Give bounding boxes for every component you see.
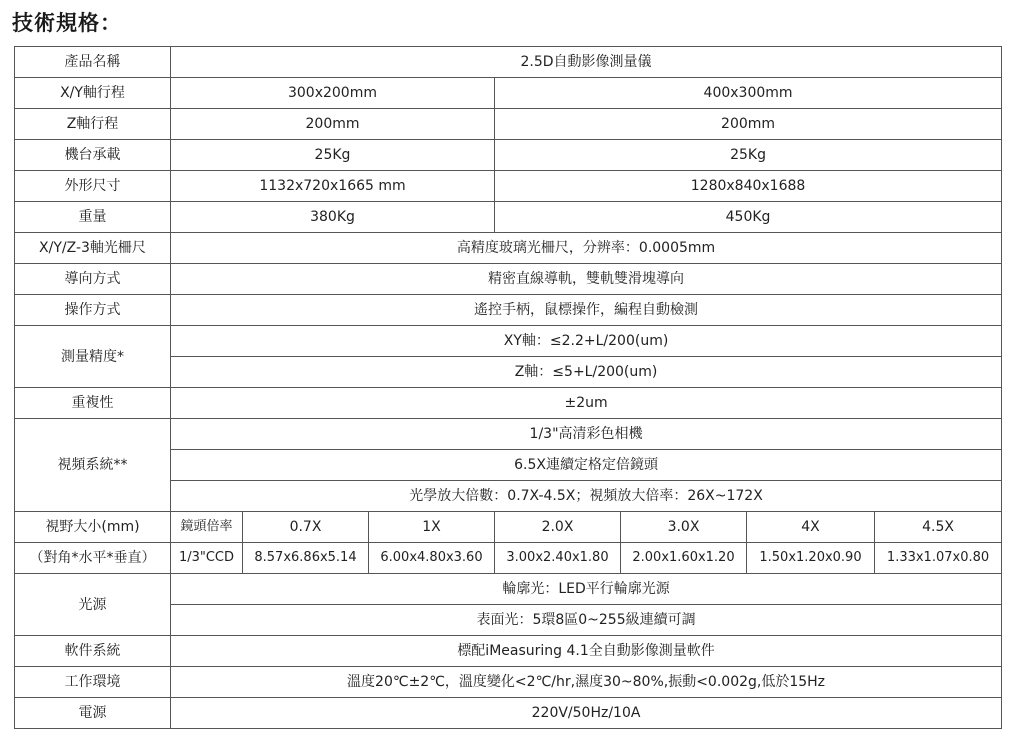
value-video-lens: 6.5X連續定格定倍鏡頭: [171, 450, 1002, 481]
value-software: 標配iMeasuring 4.1全自動影像測量軟件: [171, 636, 1002, 667]
value-repeatability: ±2um: [171, 388, 1002, 419]
fov-size-cell: 2.00x1.60x1.20: [621, 543, 747, 574]
page-title: 技術規格：: [12, 11, 122, 35]
label-z-travel: Z軸行程: [15, 109, 171, 140]
row-dimensions: [15, 171, 1002, 202]
fov-mag-cell: 3.0X: [621, 512, 747, 543]
row-fov-sizes: [15, 543, 1002, 574]
value-scale: 高精度玻璃光柵尺，分辨率：0.0005mm: [171, 233, 1002, 264]
label-scale: X/Y/Z-3軸光柵尺: [15, 233, 171, 264]
row-z-travel: [15, 109, 1002, 140]
label-product-name: 產品名稱: [15, 47, 171, 78]
label-software: 軟件系統: [15, 636, 171, 667]
value-load-a: 25Kg: [171, 140, 495, 171]
label-power: 電源: [15, 698, 171, 729]
value-xy-travel-a: 300x200mm: [171, 78, 495, 109]
value-product-name: 2.5D自動影像測量儀: [171, 47, 1002, 78]
row-environment: [15, 667, 1002, 698]
label-light: 光源: [15, 574, 171, 636]
fov-mag-cell: 0.7X: [243, 512, 369, 543]
label-video: 視頻系統**: [15, 419, 171, 512]
row-fov-header: [15, 512, 1002, 543]
fov-ccd-label: 1/3"CCD: [171, 543, 243, 574]
value-dimensions-a: 1132x720x1665 mm: [171, 171, 495, 202]
value-environment: 溫度20℃±2℃，溫度變化<2℃/hr,濕度30~80%,振動<0.002g,低於15Hz: [171, 667, 1002, 698]
value-z-travel-a: 200mm: [171, 109, 495, 140]
row-weight: [15, 202, 1002, 233]
fov-mag-cell: 1X: [369, 512, 495, 543]
fov-size-cell: 1.50x1.20x0.90: [747, 543, 875, 574]
row-video-camera: [15, 419, 1002, 450]
row-power: [15, 698, 1002, 729]
label-xy-travel: X/Y軸行程: [15, 78, 171, 109]
value-xy-travel-b: 400x300mm: [495, 78, 1002, 109]
value-weight-b: 450Kg: [495, 202, 1002, 233]
row-product-name: [15, 47, 1002, 78]
value-accuracy-z: Z軸：≤5+L/200(um): [171, 357, 1002, 388]
row-software: [15, 636, 1002, 667]
value-accuracy-xy: XY軸：≤2.2+L/200(um): [171, 326, 1002, 357]
value-operation: 遙控手柄，鼠標操作，編程自動檢測: [171, 295, 1002, 326]
label-environment: 工作環境: [15, 667, 171, 698]
label-operation: 操作方式: [15, 295, 171, 326]
fov-mag-cell: 2.0X: [495, 512, 621, 543]
fov-size-cell: 3.00x2.40x1.80: [495, 543, 621, 574]
label-repeatability: 重複性: [15, 388, 171, 419]
fov-lens-magnification-label: 鏡頭倍率: [171, 512, 243, 543]
row-load: [15, 140, 1002, 171]
value-dimensions-b: 1280x840x1688: [495, 171, 1002, 202]
row-xy-travel: [15, 78, 1002, 109]
value-guide: 精密直線導軌，雙軌雙滑塊導向: [171, 264, 1002, 295]
fov-size-cell: 1.33x1.07x0.80: [875, 543, 1002, 574]
row-scale: [15, 233, 1002, 264]
label-load: 機台承載: [15, 140, 171, 171]
value-load-b: 25Kg: [495, 140, 1002, 171]
value-video-magnification: 光學放大倍數：0.7X-4.5X；視頻放大倍率：26X~172X: [171, 481, 1002, 512]
label-fov-axes: （對角*水平*垂直）: [15, 543, 171, 574]
value-z-travel-b: 200mm: [495, 109, 1002, 140]
fov-size-cell: 8.57x6.86x5.14: [243, 543, 369, 574]
row-operation: [15, 295, 1002, 326]
fov-size-cell: 6.00x4.80x3.60: [369, 543, 495, 574]
value-video-camera: 1/3"高清彩色相機: [171, 419, 1002, 450]
row-accuracy-xy: [15, 326, 1002, 357]
label-guide: 導向方式: [15, 264, 171, 295]
fov-mag-cell: 4.5X: [875, 512, 1002, 543]
row-light-contour: [15, 574, 1002, 605]
spec-table: [14, 46, 1002, 729]
value-light-surface: 表面光：5環8區0~255級連續可調: [171, 605, 1002, 636]
value-light-contour: 輪廓光：LED平行輪廓光源: [171, 574, 1002, 605]
label-weight: 重量: [15, 202, 171, 233]
label-accuracy: 測量精度*: [15, 326, 171, 388]
row-repeatability: [15, 388, 1002, 419]
label-fov: 視野大小(mm): [15, 512, 171, 543]
label-dimensions: 外形尺寸: [15, 171, 171, 202]
value-weight-a: 380Kg: [171, 202, 495, 233]
fov-mag-cell: 4X: [747, 512, 875, 543]
row-guide: [15, 264, 1002, 295]
value-power: 220V/50Hz/10A: [171, 698, 1002, 729]
